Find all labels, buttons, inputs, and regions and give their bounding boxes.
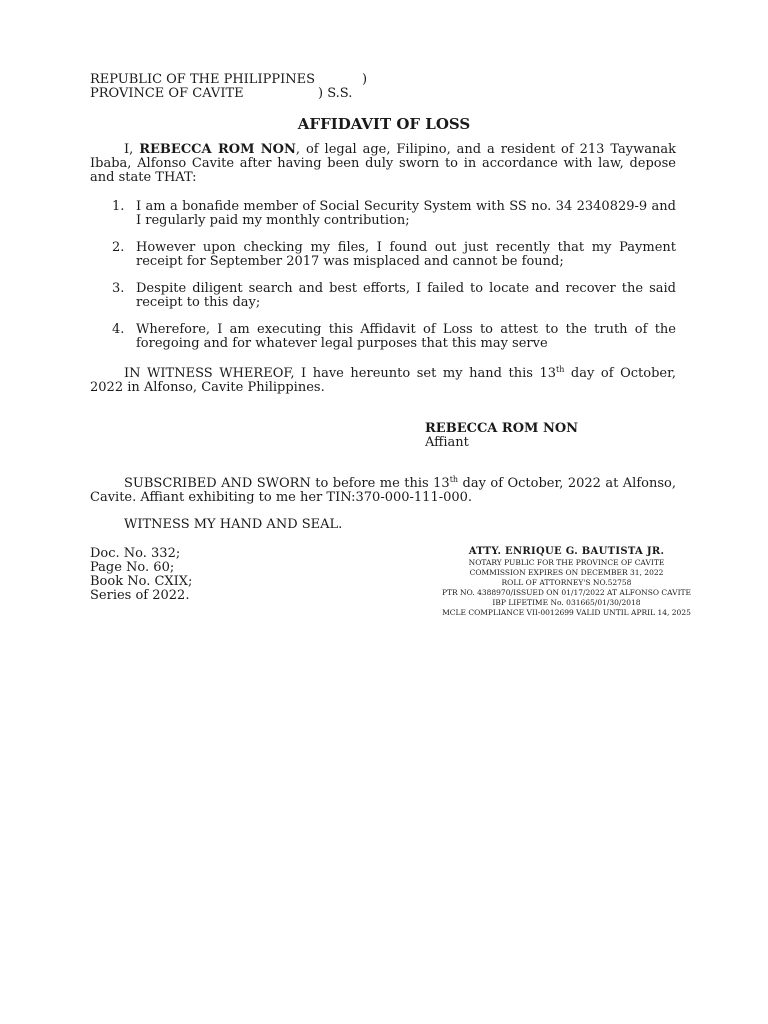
list-item — [90, 323, 676, 351]
intro-prefix: I, — [124, 142, 140, 157]
item-number: 4. — [112, 322, 125, 337]
witness-text-1: IN WITNESS WHEREOF, I have hereunto set my hand this 13 — [124, 366, 556, 381]
item-number: 3. — [112, 281, 125, 296]
item-number: 1. — [112, 199, 125, 214]
affiant-name-inline: REBECCA ROM NON — [139, 142, 296, 157]
affiant-signature-block — [425, 422, 685, 450]
province-text: PROVINCE OF CAVITE — [90, 86, 244, 101]
notary-detail-line: MCLE COMPLIANCE VII-0012699 VALID UNTIL APRIL 14, 2025 — [442, 608, 691, 617]
item-text: I am a bonafide member of Social Security System with SS no. 34 2340829-9 and I regularly paid my monthly contribution; — [136, 199, 676, 228]
notarial-register — [90, 547, 290, 603]
notary-name: ATTY. ENRIQUE G. BAUTISTA JR. — [468, 546, 665, 557]
intro-text: , of legal age, Filipino, and a resident of 213 Taywanak Ibaba, Alfonso Cavite after having been duly sworn to in accordance with law, depose and state THAT: — [90, 142, 676, 185]
notary-detail-line: ROLL OF ATTORNEY'S NO.52758 — [501, 578, 632, 587]
notary-block — [414, 546, 719, 618]
ss-mark: ) S.S. — [318, 86, 353, 101]
seal-line: WITNESS MY HAND AND SEAL. — [124, 517, 343, 532]
list-item — [90, 200, 676, 228]
venue-line-2 — [90, 87, 390, 101]
list-item — [90, 241, 676, 269]
affiant-name: REBECCA ROM NON — [425, 421, 579, 436]
item-text: However upon checking my files, I found out just recently that my Payment receipt for September 2017 was misplaced and cannot be found; — [136, 240, 676, 269]
notary-detail-line: PTR NO. 4388970/ISSUED ON 01/17/2022 AT ALFONSO CAVITE — [441, 588, 692, 597]
page-number: Page No. 60; — [90, 560, 175, 575]
item-text: Despite diligent search and best efforts, I failed to locate and recover the said receipt to this day; — [136, 281, 676, 310]
notary-detail-line: COMMISSION EXPIRES ON DECEMBER 31, 2022 — [469, 568, 664, 577]
notary-detail-line: NOTARY PUBLIC FOR THE PROVINCE OF CAVITE — [468, 558, 665, 567]
doc-number: Doc. No. 332; — [90, 546, 181, 561]
book-number: Book No. CXIX; — [90, 574, 193, 589]
list-item — [90, 282, 676, 310]
series-year: Series of 2022. — [90, 588, 190, 603]
intro-paragraph — [90, 143, 676, 185]
notary-detail-line: IBP LIFETIME No. 031665/01/30/2018 — [492, 598, 641, 607]
witness-paragraph — [90, 367, 676, 395]
jurat-ordinal: th — [449, 475, 459, 484]
venue-line-1 — [90, 73, 390, 87]
affiant-label: Affiant — [425, 435, 469, 450]
item-text: Wherefore, I am executing this Affidavit of Loss to attest to the truth of the foregoing and for whatever legal purposes that this may serve — [136, 322, 676, 351]
venue-bracket: ) — [362, 72, 368, 87]
document-title: AFFIDAVIT OF LOSS — [297, 115, 471, 133]
jurat-text-2: day of October, 2022 at Alfonso, Cavite. Affiant exhibiting to me her TIN:370-000-111-000. — [90, 476, 676, 505]
witness-text-2: day of October, 2022 in Alfonso, Cavite Philippines. — [90, 366, 677, 395]
venue-header — [90, 73, 390, 101]
jurat-paragraph — [90, 477, 676, 505]
statements-list — [90, 200, 676, 351]
item-number: 2. — [112, 240, 125, 255]
country-text: REPUBLIC OF THE PHILIPPINES — [90, 72, 315, 87]
jurat-text-1: SUBSCRIBED AND SWORN to before me this 13 — [124, 476, 450, 491]
witness-ordinal: th — [556, 365, 565, 374]
